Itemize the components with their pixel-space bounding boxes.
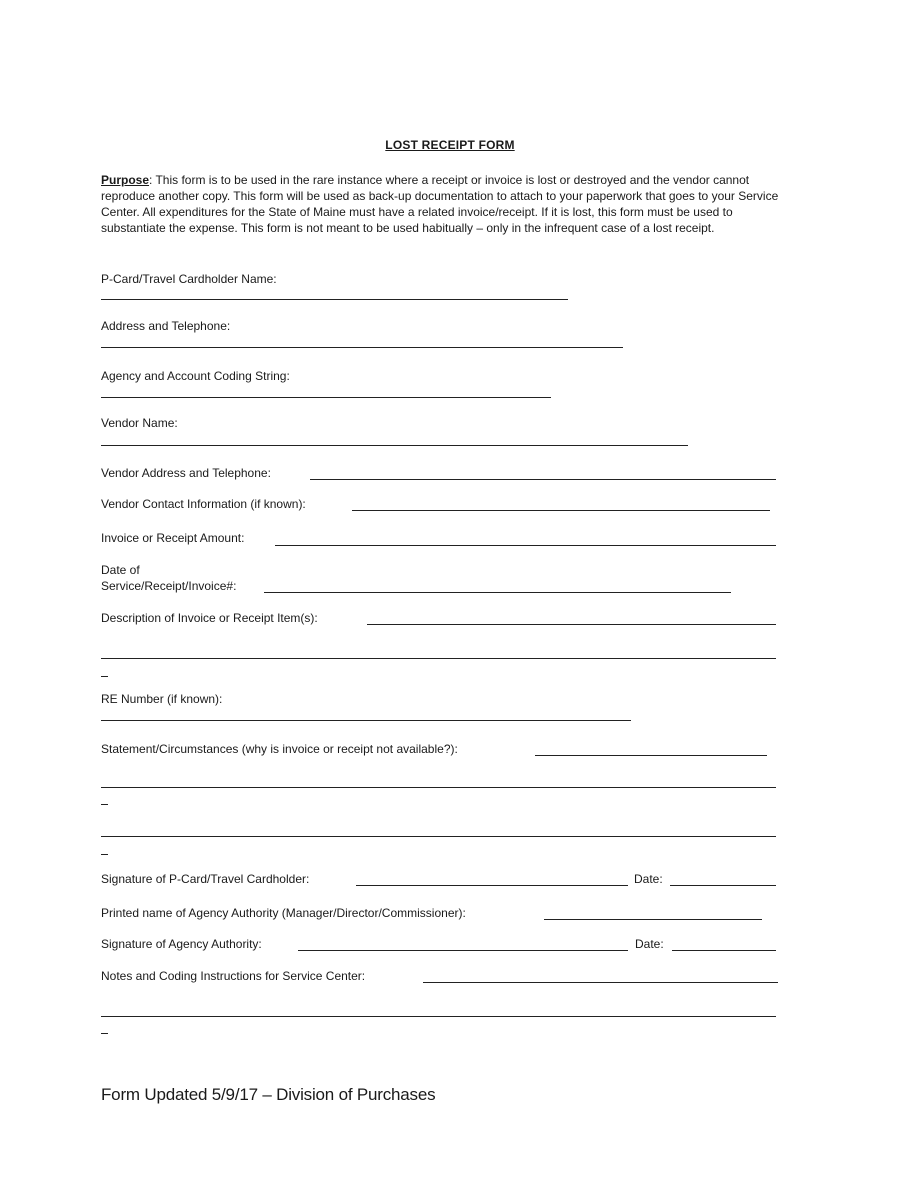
vendor-address-line[interactable] (310, 479, 776, 480)
date-service-line[interactable] (264, 592, 731, 593)
form-title: LOST RECEIPT FORM (385, 138, 515, 152)
address-telephone-label: Address and Telephone: (101, 319, 231, 333)
description-line-1[interactable] (367, 624, 776, 625)
statement-dash-2 (101, 854, 108, 855)
statement-label: Statement/Circumstances (why is invoice or receipt not available?): (101, 742, 458, 756)
agency-signature-line[interactable] (298, 950, 628, 951)
re-number-label: RE Number (if known): (101, 692, 223, 706)
date-label-2: Date: (635, 937, 664, 951)
re-number-line[interactable] (101, 720, 631, 721)
form-footer: Form Updated 5/9/17 – Division of Purchases (101, 1085, 436, 1104)
vendor-address-label: Vendor Address and Telephone: (101, 466, 271, 480)
date-of-label: Date of (101, 563, 140, 577)
date-line-1[interactable] (670, 885, 776, 886)
printed-name-label: Printed name of Agency Authority (Manager/Director/Commissioner): (101, 906, 466, 920)
agency-signature-label: Signature of Agency Authority: (101, 937, 262, 951)
vendor-name-line[interactable] (101, 445, 688, 446)
notes-line-1[interactable] (423, 982, 778, 983)
notes-dash (101, 1033, 108, 1034)
service-receipt-invoice-label: Service/Receipt/Invoice#: (101, 579, 237, 593)
cardholder-signature-label: Signature of P-Card/Travel Cardholder: (101, 872, 310, 886)
date-label-1: Date: (634, 872, 663, 886)
statement-dash-1 (101, 804, 108, 805)
statement-line-2[interactable] (101, 787, 776, 788)
purpose-label: Purpose (101, 173, 150, 187)
description-label: Description of Invoice or Receipt Item(s): (101, 611, 318, 625)
statement-line-3[interactable] (101, 836, 776, 837)
cardholder-name-label: P-Card/Travel Cardholder Name: (101, 272, 277, 286)
cardholder-signature-line[interactable] (356, 885, 628, 886)
statement-line-1[interactable] (535, 755, 767, 756)
vendor-contact-line[interactable] (352, 510, 770, 511)
address-telephone-line[interactable] (101, 347, 623, 348)
notes-line-2[interactable] (101, 1016, 776, 1017)
cardholder-name-line[interactable] (101, 299, 568, 300)
description-dash (101, 676, 108, 677)
agency-coding-label: Agency and Account Coding String: (101, 369, 290, 383)
agency-coding-line[interactable] (101, 397, 551, 398)
purpose-text: : This form is to be used in the rare instance where a receipt or invoice is lost or destroyed and the vendor cannot reproduce another copy. This form will be used as back-up documentation to attach to your paperwork that goes to your Service Center. All expenditures for the State of Maine must have a related invoice/receipt. If it is lost, this form must be used to substantiate the expense. This form is not meant to be used habitually – only in the infrequent case of a lost receipt. (101, 173, 779, 235)
purpose-paragraph (101, 172, 781, 236)
invoice-amount-label: Invoice or Receipt Amount: (101, 531, 245, 545)
description-line-2[interactable] (101, 658, 776, 659)
printed-name-line[interactable] (544, 919, 762, 920)
notes-label: Notes and Coding Instructions for Service Center: (101, 969, 366, 983)
invoice-amount-line[interactable] (275, 545, 776, 546)
vendor-contact-label: Vendor Contact Information (if known): (101, 497, 306, 511)
date-line-2[interactable] (672, 950, 776, 951)
vendor-name-label: Vendor Name: (101, 416, 178, 430)
